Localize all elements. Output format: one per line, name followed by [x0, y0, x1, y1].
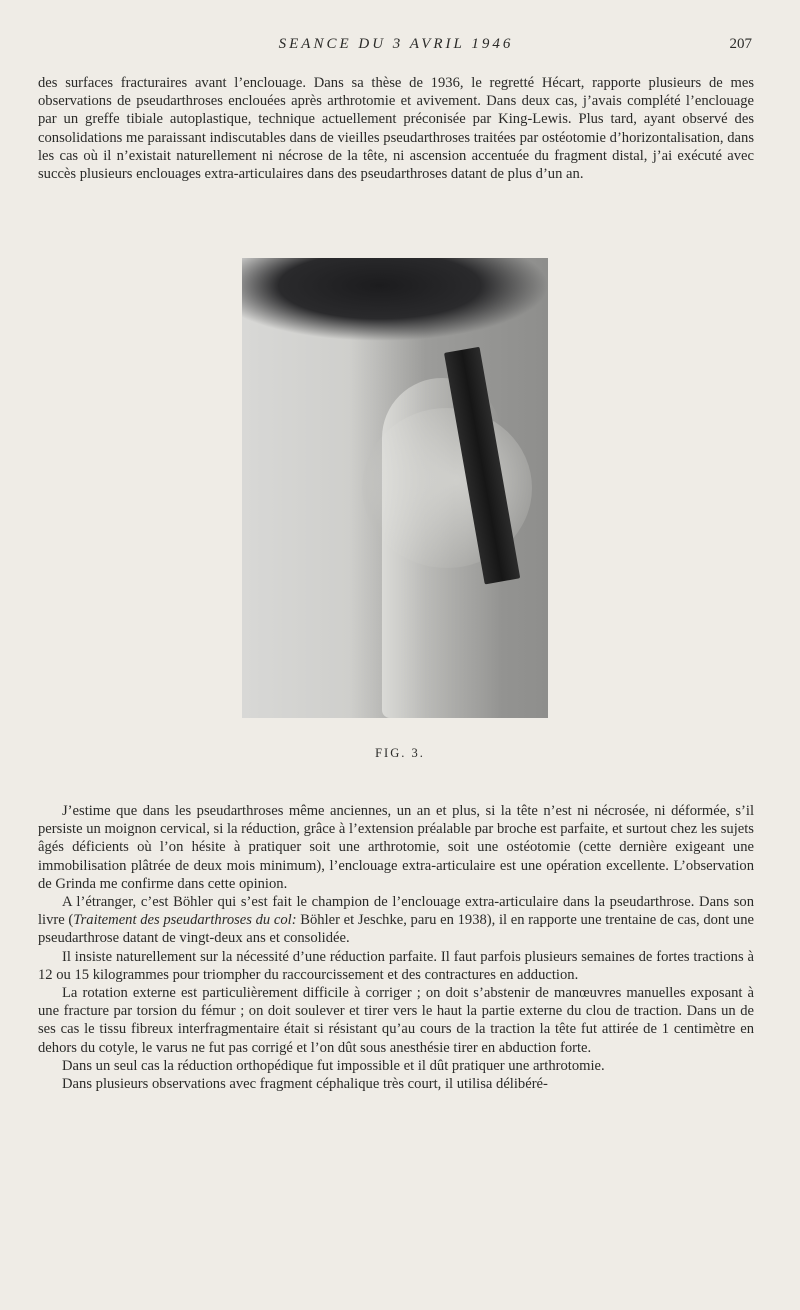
page-header	[40, 36, 752, 58]
paragraph	[38, 893, 754, 948]
paragraph: La rotation externe est particulièrement difficile à corriger ; on doit s’abstenir de manœuvres manuelles exposant à une fracture par torsion du fémur ; on doit soulever et tirer vers le haut la partie externe du clou de traction. Dans un de ses cas le tissu fibreux interfragmentaire était si résistant qu’au cours de la traction la tête fut attirée de 1 centimètre en dehors du cotyle, le varus ne fut pas corrigé et l’on dût sous anesthésie tirer en abduction forte.	[38, 985, 754, 1056]
paragraph: Il insiste naturellement sur la nécessité d’une réduction parfaite. Il faut parfois plusieurs semaines de fortes tractions à 12 ou 15 kilogrammes pour triompher du raccourcissement et des contractures en adduction.	[38, 948, 754, 983]
running-title: SEANCE DU 3 AVRIL 1946	[278, 36, 514, 52]
paragraph: J’estime que dans les pseudarthroses même anciennes, un an et plus, si la tête n’est ni nécrosée, ni déformée, s’il persiste un moignon cervical, si la réduction, grâce à l’extension préalable par broche est parfaite, et surtout chez les sujets âgés déficients où l’on hésite à pratiquer soit une arthrotomie, soit une ostéotomie (cette dernière exigeant une immobilisation plâtrée de deux mois minimum), l’enclouage extra-articulaire est une opération excellente. L’observation de Grinda me confirme dans cette opinion.	[38, 803, 754, 892]
figure-caption: FIG. 3.	[375, 746, 425, 760]
book-title: Traitement des pseudarthroses du col:	[73, 912, 297, 929]
paragraph-text: Böhler et Jeschke, paru en 1938), il en rapporte une trentaine de cas, dont une pseudarthrose datant de vingt-deux ans et consolidée.	[38, 912, 755, 947]
text-block-bottom	[38, 802, 754, 1093]
page-number: 207	[729, 36, 752, 52]
text-block-top	[38, 74, 754, 183]
xray-figure	[242, 258, 548, 718]
paragraph: des surfaces fracturaires avant l’enclouage. Dans sa thèse de 1936, le regretté Hécart, rapporte plusieurs de mes observations de pseudarthroses enclouées après arthrotomie et avivement. Dans deux cas, j’avais complété l’enclouage par un greffe tibiale autoplastique, technique actuellement préconisée par King-Lewis. Plus tard, ayant observé des consolidations me paraissant indiscutables dans de vieilles pseudarthroses traitées par ostéotomie d’horizontalisation, dans les cas où il n’existait naturellement ni nécrose de la tête, ni ascension accentuée du fragment distal, j’ai exécuté avec succès plusieurs enclouages extra-articulaires dans des pseudarthroses datant de plus d’un an.	[38, 75, 754, 183]
paragraph-text: A l’étranger, c’est Böhler qui s’est fait le champion de l’enclouage extra-articulaire dans la pseudarthrose. Dans son livre (	[38, 894, 754, 929]
paragraph: Dans un seul cas la réduction orthopédique fut impossible et il dût pratiquer une arthrotomie.	[62, 1057, 605, 1074]
paragraph: Dans plusieurs observations avec fragment céphalique très court, il utilisa délibéré-	[62, 1076, 548, 1093]
